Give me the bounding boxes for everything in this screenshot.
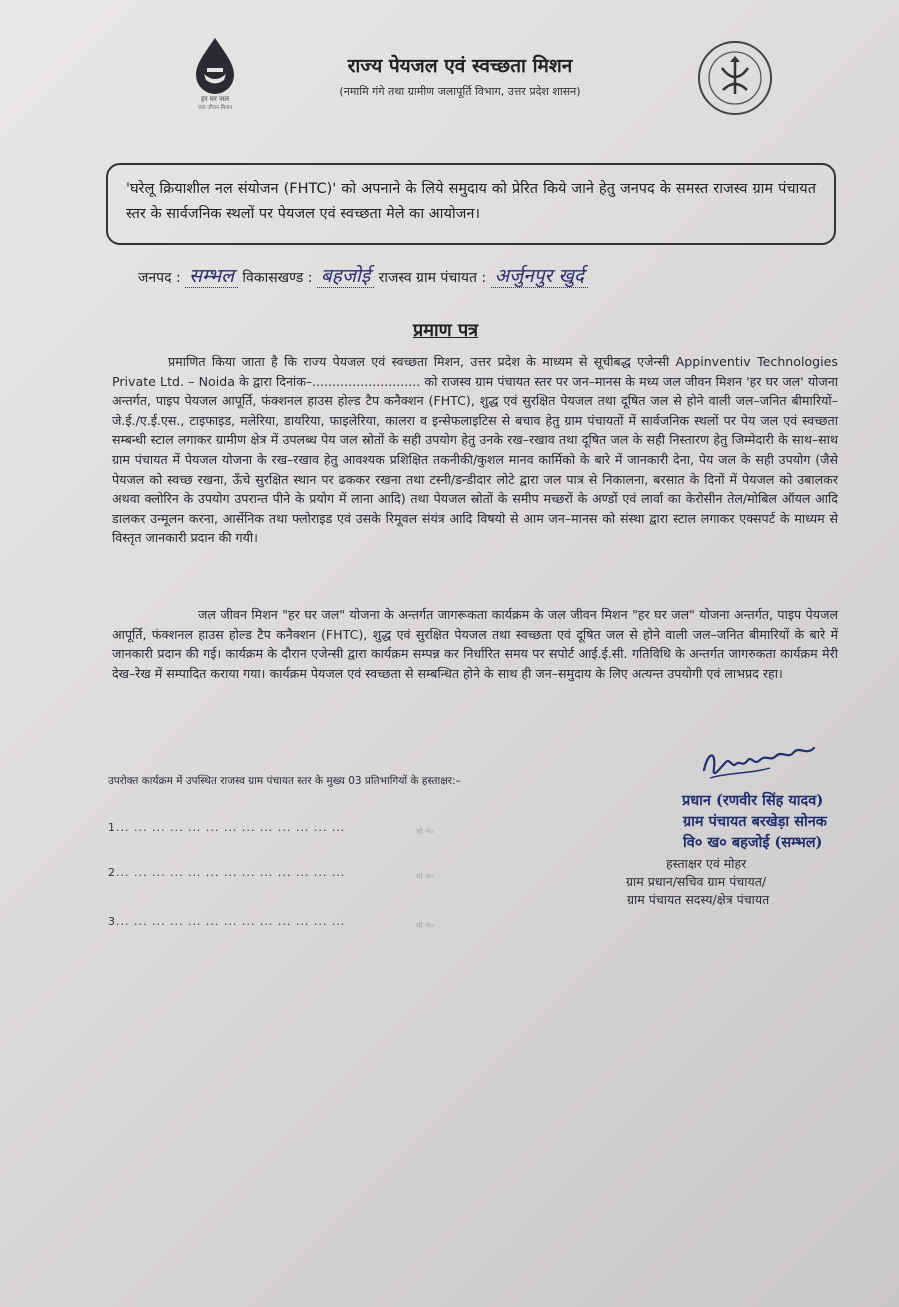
- pradhan-stamp-name: प्रधान (रणवीर सिंह यादव): [682, 792, 824, 809]
- certificate-paragraph-1: प्रमाणित किया जाता है कि राज्य पेयजल एवं स्वच्छता मिशन, उत्तर प्रदेश के माध्यम से सूचीबद्ध एजेन्सी Appinventiv Technologies Private Ltd. – Noida के द्वारा दिनांक–........................... को राजस्व ग्राम पंचायत स्तर पर जन–मानस के मध्य जल जीवन मिशन 'हर घर जल' योजना अन्तर्गत, पाइप पेयजल आपूर्ति, फंक्शनल हाउस होल्ड टैप कनैक्शन (FHTC), शुद्ध एवं सुरक्षित पेयजल तथा दूषित जल से होने वाली जल–जनित बीमारियों–जे.ई./ए.ई.एस., टाइफाइड, मलेरिया, डायरिया, फाइलेरिया, कालरा व इन्सेफलाइटिस से बचाव हेतु ग्राम पंचायतों में सार्वजनिक स्थलों पर पेय जल एवं स्वच्छता सम्बन्धी स्टाल लगाकर ग्रामीण क्षेत्र में उपलब्ध पेय जल स्रोतों के सही उपयोग हेतु उनके रख–रखाव तथा दूषित जल के सही निस्तारण हेतु जिम्मेदारी के साथ–साथ ग्राम पंचायत में पेयजल योजना के रख–रखाव हेतु आवश्यक प्रशिक्षित तकनीकी/कुशल मानव कार्मिको के बारे में जानकारी देना, पेय जल के सही उपयोग (जैसे पेयजल को स्वच्छ रखना, ऊँचे सुरक्षित स्थान पर ढककर रखना तथा टस्नी/डन्डीदार लोटे द्वारा जल पात्र से निकालना, बरसात के दिनों में पेयजल को उबालकर अथवा क्लोरिन के उपयोग उपरान्त पीने के प्रयोग में लाना आदि) तथा पेयजल स्रोतों के समीप मच्छरों के अण्डों एवं लार्वा का केरोसीन तेल/मोबिल ऑयल आदि डालकर उन्मूलन करना, आर्सेनिक तथा फ्लोराइड एवं उसके रिमूवल संयंत्र आदि विषयो से आम जन–मानस को संस्था द्वारा स्टाल लगाकर एक्सपर्ट के माध्यम से विस्तृत जानकारी प्रदान की गयी।: [112, 354, 839, 546]
- pradhan-stamp-block: वि० ख० बहजोई (सम्भल): [683, 834, 823, 851]
- page-subtitle: (नमामि गंगे तथा ग्रामीण जलापूर्ति विभाग, उत्तर प्रदेश शासन): [339, 85, 581, 98]
- participant-signature-line-1: 1... ... ... ... ... ... ... ... ... ... ... ... ...: [108, 821, 346, 834]
- district-value: सम्भल: [185, 265, 238, 288]
- svg-text:हर घर जल: हर घर जल: [201, 95, 229, 103]
- block-label: विकासखण्ड :: [242, 270, 313, 286]
- panchayat-label: राजस्व ग्राम पंचायत :: [378, 270, 487, 286]
- block-value: बहजोई: [317, 265, 374, 288]
- participant-signature-line-2: 2... ... ... ... ... ... ... ... ... ... ... ... ...: [108, 866, 346, 879]
- event-banner: 'घरेलू क्रियाशील नल संयोजन (FHTC)' को अपनाने के लिये समुदाय को प्रेरित किये जाने हेतु जनपद के समस्त राजस्व ग्राम पंचायत स्तर के सार्वजनिक स्थलों पर पेयजल एवं स्वच्छता मेले का आयोजन।: [106, 163, 836, 245]
- seal-label: हस्ताक्षर एवं मोहर: [666, 856, 747, 871]
- page-title: राज्य पेयजल एवं स्वच्छता मिशन: [347, 55, 573, 77]
- svg-text:जल जीवन मिशन: जल जीवन मिशन: [197, 105, 233, 111]
- faint-mark-2: मो नं०: [416, 872, 434, 881]
- faint-mark-1: मो नं०: [416, 827, 434, 836]
- handwritten-signature-icon: [690, 738, 830, 788]
- panchayat-value: अर्जुनपुर खुर्द: [491, 265, 588, 288]
- district-label: जनपद :: [138, 270, 181, 286]
- certificate-title: प्रमाण पत्र: [413, 320, 479, 341]
- participant-signature-intro: उपरोक्त कार्यक्रम में उपस्थित राजस्व ग्राम पंचायत स्तर के मुख्य 03 प्रतिभागियों के हस्ताक्षर:–: [108, 775, 461, 787]
- faint-mark-3: मो नं०: [416, 921, 434, 930]
- location-line: [138, 262, 858, 288]
- participant-signature-line-3: 3... ... ... ... ... ... ... ... ... ... ... ... ...: [108, 915, 346, 928]
- signatory-role-line-1: ग्राम प्रधान/सचिव ग्राम पंचायत/: [626, 874, 767, 889]
- certificate-paragraph-2: जल जीवन मिशन "हर घर जल" योजना के अन्तर्गत जागरूकता कार्यक्रम के जल जीवन मिशन "हर घर जल" योजना अन्तर्गत, पाइप पेयजल आपूर्ति, फंक्शनल हाउस होल्ड टैप कनैक्शन (FHTC), शुद्ध एवं सुरक्षित पेयजल तथा स्वच्छता एवं दूषित जल से होने वाली जल–जनित बीमारियों के बारे में जानकारी प्रदान की गई। कार्यक्रम के दौरान एजेन्सी द्वारा कार्यक्रम सम्पन्न कर निर्धारित समय पर सपोर्ट आई.ई.सी. गतिविधि के अन्तर्गत जागरुकता कार्यक्रम मेरी देख–रेख में सम्पादित कराया गया। कार्यक्रम पेयजल एवं स्वच्छता से सम्बन्धित होने के साथ ही जन–समुदाय के लिए अत्यन्त उपयोगी एवं लाभप्रद रहा।: [112, 607, 838, 681]
- signatory-role-line-2: ग्राम पंचायत सदस्य/क्षेत्र पंचायत: [627, 892, 770, 907]
- har-ghar-jal-logo-icon: [180, 34, 250, 114]
- up-government-emblem-icon: [692, 38, 778, 118]
- pradhan-stamp-panchayat: ग्राम पंचायत बरखेड़ा सोनक: [683, 813, 827, 830]
